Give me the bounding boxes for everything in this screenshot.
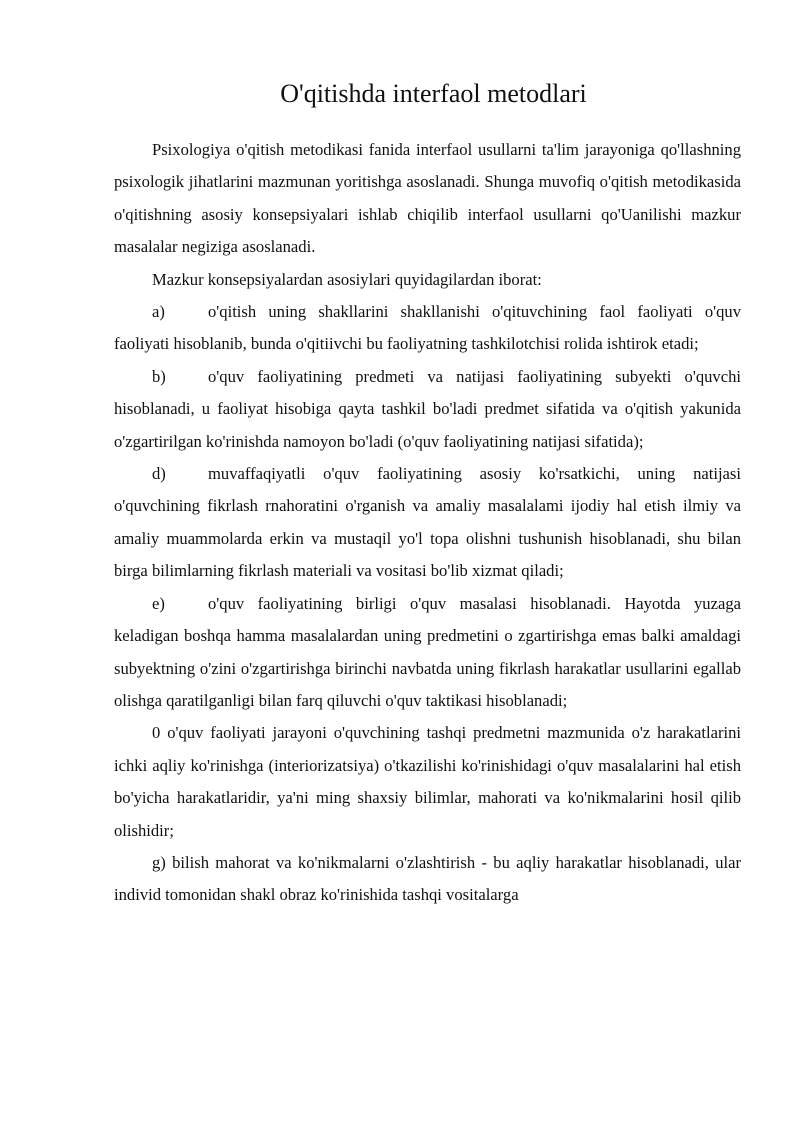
list-item	[114, 361, 741, 458]
list-item-text: o'quv faoliyatining birligi o'quv masalasi hisoblanadi. Hayotda yuzaga keladigan boshqa hamma masalalardan uning predmetini o zgartirishga emas balki amaldagi subyektning o'zini o'zgartirishga birinchi navbatda uning fikrlash harakatlar usullarini egallab olishga qaratilganligi bilan farq qiluvchi o'quv taktikasi hisoblanadi;	[114, 593, 741, 710]
list-item-text: o'quv faoliyatining predmeti va natijasi faoliyatining subyekti o'quvchi hisoblanadi, u faoliyat hisobiga qayta tashkil bo'ladi predmet sifatida va o'qitish yakunida o'zgartirilgan ko'rinishda namoyon bo'ladi (o'quv faoliyatining natijasi sifatida);	[114, 366, 741, 451]
list-item	[114, 458, 741, 588]
list-item-text: muvaffaqiyatli o'quv faoliyatining asosiy ko'rsatkichi, uning natijasi o'quvchining fikrlash rnahoratini o'rganish va amaliy masalalami ijodiy hal etish ilmiy va amaliy muammolarda erkin va mustaqil yo'l topa olishni tushunish hisoblanadi, shu bilan birga bilimlarning fikrlash materiali va vositasi bo'lib xizmat qiladi;	[114, 464, 741, 581]
list-item-zero: 0 o'quv faoliyati jarayoni o'quvchining tashqi predmetni mazmunida o'z harakatlarini ichki aqliy ko'rinishga (interiorizatsiya) o'tkazilishi ko'rinishidagi o'quv masalalarini hal etish bo'yicha harakatlaridir, ya'ni ming shaxsiy bilimlar, mahorati va ko'nikmalarini hosil qilib olishidir;	[114, 723, 741, 840]
list-item-text: o'qitish uning shakllarini shakllanishi o'qituvchining faol faoliyati o'quv faoliyati hisoblanib, bunda o'qitiivchi bu faoliyatning tashkilotchisi rolida ishtirok etadi;	[114, 302, 741, 354]
list-item	[114, 296, 741, 361]
list-marker: b)	[152, 366, 166, 386]
lead-paragraph: Mazkur konsepsiyalardan asosiylari quyidagilardan iborat:	[152, 269, 542, 289]
list-marker: a)	[152, 302, 165, 322]
document-title: O'qitishda interfaol metodlari	[280, 79, 587, 108]
list-item	[114, 588, 741, 718]
list-marker: d)	[152, 464, 166, 484]
list-item-g: g) bilish mahorat va ko'nikmalarni o'zlashtirish - bu aqliy harakatlar hisoblanadi, ular individ tomonidan shakl obraz ko'rinishida tashqi vositalarga	[114, 852, 741, 905]
document-page	[114, 74, 741, 912]
intro-paragraph: Psixologiya o'qitish metodikasi fanida interfaol usullarni ta'lim jarayoniga qo'llashning psixologik jihatlarini mazmunan yoritishga asoslanadi. Shunga muvofiq o'qitish metodikasida o'qitishning asosiy konsepsiyalari ishlab chiqilib interfaol usullarni qo'Uanilishi mazkur masalalar negiziga asoslanadi.	[114, 140, 741, 257]
list-marker: e)	[152, 593, 165, 613]
